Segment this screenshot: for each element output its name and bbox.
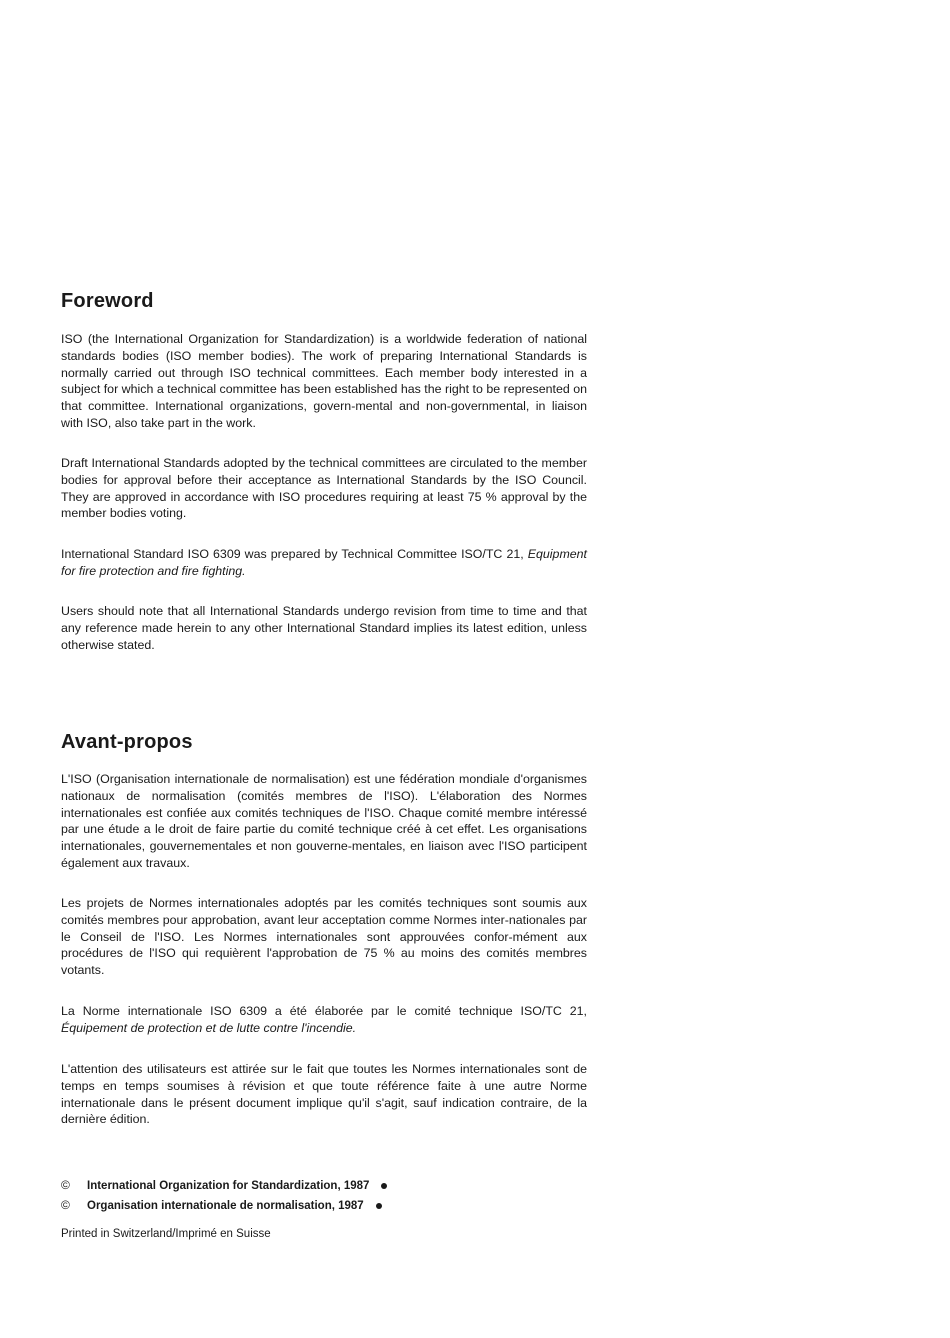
avant-propos-paragraph-2: Les projets de Normes internationales adoptés par les comités techniques sont soumis aux comités membres pour approbation, avant leur acceptation comme Normes inter-nationales par le Conseil de l'ISO. Les Normes internationales sont approuvées confor-mément aux procédures de l'ISO qui requièrent l'approbation de 75 % au moins des comités membres votants. xyxy=(61,896,587,978)
copyright-french-text: Organisation internationale de normalisation, 1987 xyxy=(87,1200,364,1212)
bullet-dot-icon xyxy=(381,1183,387,1189)
copyright-icon: © xyxy=(61,1198,70,1212)
avant-propos-paragraph-4: L'attention des utilisateurs est attirée sur le fait que toutes les Normes internationales sont de temps en temps soumises à révision et que toute référence faite à une autre Norme internationale dans le présent document implique qu'il s'agit, sauf indication contraire, de la dernière édition. xyxy=(61,1062,587,1127)
foreword-paragraph-2: Draft International Standards adopted by the technical committees are circulated to the member bodies for approval before their acceptance as International Standards by the ISO Council. They are approved in accordance with ISO procedures requiring at least 75 % approval by the member bodies voting. xyxy=(61,456,587,521)
copyright-english xyxy=(61,1178,387,1192)
printed-in-note: Printed in Switzerland/Imprimé en Suisse xyxy=(61,1228,271,1240)
avant-propos-title: Avant-propos xyxy=(61,731,193,753)
avant-propos-paragraph-1: L'ISO (Organisation internationale de normalisation) est une fédération mondiale d'organismes nationaux de normalisation (comités membres de l'ISO). L'élaboration des Normes internationales est confiée aux comités techniques de l'ISO. Chaque comité membre intéressé par une étude a le droit de faire partie du comité technique créé à cet effet. Les organisations internationales, gouvernementales et non gouverne-mentales, en liaison avec l'ISO participent également aux travaux. xyxy=(61,772,587,870)
avant-propos-committee-title: Équipement de protection et de lutte contre l'incendie. xyxy=(61,1020,357,1035)
copyright-english-text: International Organization for Standardization, 1987 xyxy=(87,1180,370,1192)
foreword-title: Foreword xyxy=(61,290,154,312)
copyright-icon: © xyxy=(61,1178,70,1192)
foreword-paragraph-4: Users should note that all International Standards undergo revision from time to time and that any reference made herein to any other International Standard implies its latest edition, unless otherwise stated. xyxy=(61,604,587,652)
foreword-paragraph-3 xyxy=(61,546,587,580)
copyright-french xyxy=(61,1198,382,1212)
foreword-paragraph-3-text: International Standard ISO 6309 was prepared by Technical Committee ISO/TC 21, xyxy=(61,547,524,561)
foreword-committee-title: Equipment for fire protection and fire fighting. xyxy=(61,547,587,578)
bullet-dot-icon xyxy=(376,1203,382,1209)
foreword-paragraph-1: ISO (the International Organization for Standardization) is a worldwide federation of national standards bodies (ISO member bodies). The work of preparing International Standards is normally carried out through ISO technical committees. Each member body interested in a subject for which a technical committee has been established has the right to be represented on that committee. International organizations, govern-mental and non-governmental, in liaison with ISO, also take part in the work. xyxy=(61,332,587,430)
avant-propos-paragraph-3-text: La Norme internationale ISO 6309 a été élaborée par le comité technique ISO/TC 21, xyxy=(61,1004,587,1018)
avant-propos-paragraph-3 xyxy=(61,1003,587,1037)
